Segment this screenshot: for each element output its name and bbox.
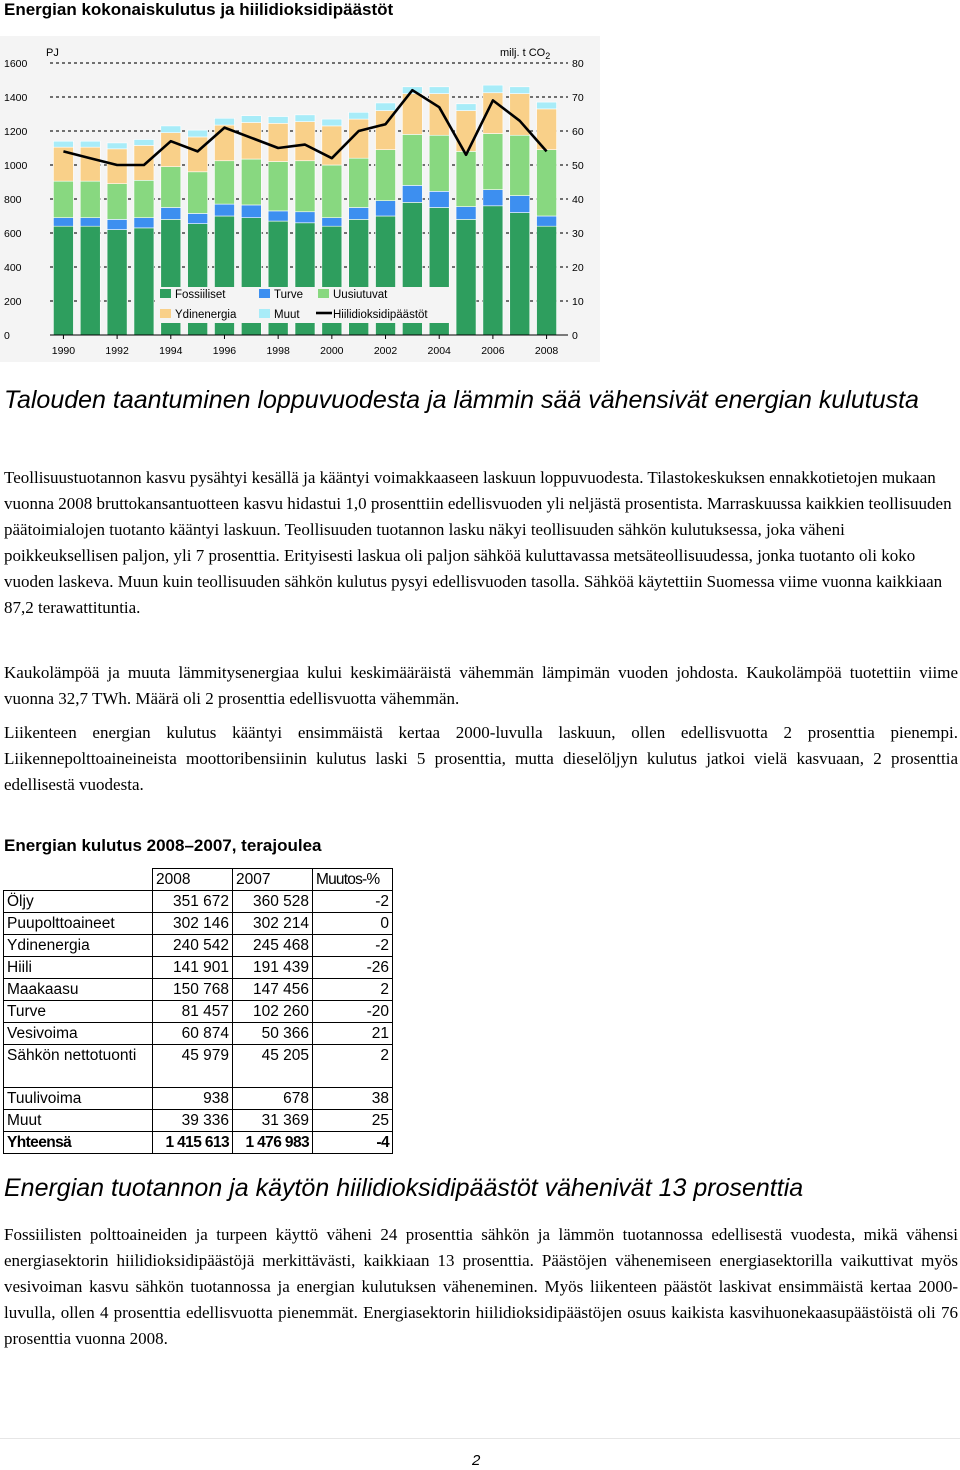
row-label: Sähkön nettotuonti bbox=[4, 1045, 153, 1088]
recession-heading: Talouden taantuminen loppuvuodesta ja lämmin sää vähensivät energian kulutusta bbox=[4, 386, 919, 414]
value-2007: 50 366 bbox=[233, 1023, 313, 1045]
row-label: Maakaasu bbox=[4, 979, 153, 1001]
value-2007: 302 214 bbox=[233, 913, 313, 935]
bar-uusiutuvat bbox=[483, 134, 503, 190]
x-tick-label: 2008 bbox=[534, 345, 559, 357]
bar-uusiutuvat bbox=[456, 151, 476, 206]
table-header-2008: 2008 bbox=[153, 869, 233, 891]
value-2008: 351 672 bbox=[153, 891, 233, 913]
table-row bbox=[4, 1023, 393, 1045]
right-tick-label: 20 bbox=[572, 262, 584, 274]
energy-consumption-chart bbox=[0, 36, 600, 362]
bar-turve bbox=[268, 211, 288, 221]
legend-label: Uusiutuvat bbox=[333, 289, 388, 301]
bar-fossiiliset bbox=[456, 219, 476, 335]
bar-uusiutuvat bbox=[510, 135, 530, 195]
paragraph-industry: Teollisuustuotannon kasvu pysähtyi kesällä ja kääntyi voimakkaaseen laskuun loppuvuodesta. Tilastokeskuksen ennakkotietojen mukaan vuonna 2008 bruttokansantuotteen kasvu hidastui 1,0 prosenttiin edellisvuoden yli neljästä prosentista. Marraskuussa kaikkien teollisuuden päätoimialojen tuotanto kääntyi laskuun. Teollisuuden tuotannon lasku näkyi teollisuuden sähkön kulutuksessa, joka väheni poikkeuksellisen paljon, yli 7 prosenttia. Erityisesti laskua oli paljon sähköä kuluttavassa metsäteollisuudessa, jonka tuotanto oli koko vuoden laskeva. Muun kuin teollisuuden sähkön kulutus pysyi edellisvuoden tasolla. Sähköä käytettiin Suomessa viime vuonna kaikkiaan 87,2 terawattituntia. bbox=[4, 468, 952, 617]
value-2008: 1 415 613 bbox=[153, 1132, 233, 1154]
page-number: 2 bbox=[472, 1452, 481, 1469]
bar-turve bbox=[537, 216, 557, 226]
bar-turve bbox=[241, 205, 261, 218]
bar-muut bbox=[349, 112, 369, 119]
row-label: Puupolttoaineet bbox=[4, 913, 153, 935]
row-label: Öljy bbox=[4, 891, 153, 913]
bar-ydinenergia bbox=[295, 122, 315, 161]
legend-swatch bbox=[160, 309, 171, 318]
bar-uusiutuvat bbox=[188, 172, 208, 214]
legend-label: Hiilidioksidipäästöt bbox=[333, 309, 428, 321]
bar-fossiiliset bbox=[107, 230, 127, 335]
value-2008: 39 336 bbox=[153, 1110, 233, 1132]
bar-muut bbox=[107, 143, 127, 149]
bar-uusiutuvat bbox=[376, 150, 396, 201]
energy-consumption-table bbox=[3, 868, 393, 1154]
right-tick-label: 70 bbox=[572, 92, 584, 104]
bar-fossiiliset bbox=[537, 226, 557, 335]
left-tick-label: 1000 bbox=[4, 160, 28, 172]
legend-swatch bbox=[259, 309, 270, 318]
table-corner bbox=[4, 869, 153, 891]
value-2008: 81 457 bbox=[153, 1001, 233, 1023]
bar-muut bbox=[322, 119, 342, 126]
legend-label: Fossiiliset bbox=[175, 289, 226, 301]
table-header-2007: 2007 bbox=[233, 869, 313, 891]
value-2008: 302 146 bbox=[153, 913, 233, 935]
right-tick-label: 80 bbox=[572, 58, 584, 70]
bar-uusiutuvat bbox=[268, 162, 288, 211]
left-tick-label: 600 bbox=[4, 228, 22, 240]
bar-turve bbox=[295, 212, 315, 223]
value-change: -20 bbox=[313, 1001, 393, 1023]
bar-fossiiliset bbox=[510, 213, 530, 335]
value-2007: 678 bbox=[233, 1088, 313, 1110]
x-tick-label: 1992 bbox=[105, 345, 129, 357]
table-row bbox=[4, 1045, 393, 1088]
bar-turve bbox=[510, 196, 530, 213]
bar-fossiiliset bbox=[80, 226, 100, 335]
bar-ydinenergia bbox=[161, 133, 181, 167]
left-tick-label: 1400 bbox=[4, 92, 28, 104]
value-2007: 102 260 bbox=[233, 1001, 313, 1023]
bar-turve bbox=[161, 208, 181, 220]
bar-muut bbox=[429, 87, 449, 94]
bar-uusiutuvat bbox=[134, 180, 154, 217]
right-tick-label: 0 bbox=[572, 330, 578, 342]
table-row bbox=[4, 979, 393, 1001]
left-tick-label: 1600 bbox=[4, 58, 28, 70]
bar-muut bbox=[456, 104, 476, 111]
x-tick-label: 2000 bbox=[320, 345, 344, 357]
right-tick-label: 10 bbox=[572, 296, 584, 308]
x-tick-label: 1990 bbox=[51, 345, 76, 357]
bar-uusiutuvat bbox=[322, 165, 342, 218]
right-axis-unit: milj. t $CO_2$ bbox=[500, 47, 551, 61]
value-change: 0 bbox=[313, 913, 393, 935]
bar-muut bbox=[188, 130, 208, 137]
left-tick-label: 1200 bbox=[4, 126, 28, 138]
legend-label: Ydinenergia bbox=[175, 309, 237, 321]
bar-turve bbox=[376, 201, 396, 216]
bar-uusiutuvat bbox=[161, 167, 181, 208]
bar-muut bbox=[376, 103, 396, 111]
legend-swatch bbox=[160, 289, 171, 298]
bar-uusiutuvat bbox=[429, 135, 449, 191]
bar-ydinenergia bbox=[80, 147, 100, 181]
x-tick-label: 2006 bbox=[481, 345, 505, 357]
value-2008: 141 901 bbox=[153, 957, 233, 979]
bar-uusiutuvat bbox=[214, 161, 234, 204]
bar-muut bbox=[483, 85, 503, 93]
legend-swatch bbox=[259, 289, 270, 298]
bar-uusiutuvat bbox=[241, 159, 261, 205]
value-2007: 45 205 bbox=[233, 1045, 313, 1088]
bar-uusiutuvat bbox=[402, 134, 422, 185]
right-tick-label: 30 bbox=[572, 228, 584, 240]
bar-turve bbox=[322, 218, 342, 227]
bar-uusiutuvat bbox=[537, 150, 557, 216]
bar-fossiiliset bbox=[134, 228, 154, 335]
bar-turve bbox=[80, 218, 100, 227]
bar-turve bbox=[134, 218, 154, 228]
value-change: 38 bbox=[313, 1088, 393, 1110]
x-tick-label: 2004 bbox=[427, 345, 451, 357]
value-2008: 60 874 bbox=[153, 1023, 233, 1045]
chart-legend bbox=[155, 287, 455, 323]
bar-turve bbox=[53, 218, 73, 227]
bar-muut bbox=[241, 116, 261, 123]
left-tick-label: 0 bbox=[4, 330, 10, 342]
table-row bbox=[4, 1088, 393, 1110]
left-axis-unit: PJ bbox=[46, 47, 59, 59]
row-label: Turve bbox=[4, 1001, 153, 1023]
x-tick-label: 1996 bbox=[212, 345, 237, 357]
value-change: 21 bbox=[313, 1023, 393, 1045]
value-change: 2 bbox=[313, 979, 393, 1001]
value-2007: 191 439 bbox=[233, 957, 313, 979]
bar-uusiutuvat bbox=[80, 181, 100, 218]
table-total-row bbox=[4, 1132, 393, 1154]
paragraph-district-heat: Kaukolämpöä ja muuta lämmitysenergiaa kului keskimääräistä vähemmän lämpimän vuoden johdosta. Kaukolämpöä tuotettiin viime vuonna 32,7 TWh. Määrä oli 2 prosenttia edellisvuotta vähemmän. bbox=[4, 663, 958, 708]
bar-muut bbox=[510, 87, 530, 94]
left-tick-label: 200 bbox=[4, 296, 22, 308]
table-row bbox=[4, 1110, 393, 1132]
bar-turve bbox=[188, 213, 208, 223]
bar-uusiutuvat bbox=[107, 184, 127, 220]
value-change: 25 bbox=[313, 1110, 393, 1132]
bar-ydinenergia bbox=[188, 137, 208, 172]
row-label: Yhteensä bbox=[4, 1132, 153, 1154]
value-change: -2 bbox=[313, 935, 393, 957]
row-label: Vesivoima bbox=[4, 1023, 153, 1045]
bar-muut bbox=[268, 117, 288, 124]
bar-ydinenergia bbox=[429, 94, 449, 136]
bar-uusiutuvat bbox=[53, 181, 73, 218]
left-tick-label: 400 bbox=[4, 262, 22, 274]
legend-label: Turve bbox=[274, 289, 303, 301]
value-2008: 150 768 bbox=[153, 979, 233, 1001]
bar-muut bbox=[134, 140, 154, 146]
bar-uusiutuvat bbox=[295, 161, 315, 212]
chart-title: Energian kokonaiskulutus ja hiilidioksidipäästöt bbox=[4, 0, 394, 19]
value-change: 2 bbox=[313, 1045, 393, 1088]
left-tick-label: 800 bbox=[4, 194, 22, 206]
table-row bbox=[4, 1001, 393, 1023]
row-label: Tuulivoima bbox=[4, 1088, 153, 1110]
x-tick-label: 1998 bbox=[266, 345, 290, 357]
emissions-heading: Energian tuotannon ja käytön hiilidioksidipäästöt vähenivät 13 prosenttia bbox=[4, 1174, 804, 1202]
table-row bbox=[4, 891, 393, 913]
bar-muut bbox=[53, 141, 73, 147]
row-label: Hiili bbox=[4, 957, 153, 979]
bar-ydinenergia bbox=[268, 123, 288, 161]
right-tick-label: 40 bbox=[572, 194, 584, 206]
bar-turve bbox=[456, 207, 476, 220]
value-change: -26 bbox=[313, 957, 393, 979]
bar-muut bbox=[214, 118, 234, 125]
paragraph-transport: Liikenteen energian kulutus kääntyi ensimmäistä kertaa 2000-luvulla laskuun, ollen edellisvuotta 2 prosenttia pienempi. Liikennepolttoaineineista moottoribensiinin kulutus laski 5 prosenttia, mutta dieselöljyn kulutus jatkoi vielä kasvuaan, 2 prosenttia edellisestä vuodesta. bbox=[4, 723, 958, 794]
bar-muut bbox=[537, 102, 557, 109]
x-tick-label: 1994 bbox=[159, 345, 183, 357]
bar-ydinenergia bbox=[456, 111, 476, 152]
footer-divider bbox=[0, 1438, 960, 1439]
bar-fossiiliset bbox=[53, 226, 73, 335]
row-label: Ydinenergia bbox=[4, 935, 153, 957]
value-2008: 938 bbox=[153, 1088, 233, 1110]
value-2007: 31 369 bbox=[233, 1110, 313, 1132]
right-tick-label: 60 bbox=[572, 126, 584, 138]
bar-muut bbox=[80, 141, 100, 147]
x-tick-label: 2002 bbox=[373, 345, 398, 357]
paragraph-emissions: Fossiilisten polttoaineiden ja turpeen käyttö väheni 24 prosenttia sähkön ja lämmön tuotannossa edellisestä vuodesta, mikä vähensi energiasektorin hiilidioksidipäästöjä merkittävästi, kaikkiaan 13 prosenttia. Päästöjen vähenemiseen energiasektorilla vaikuttivat myös vesivoiman kasvu sähkön tuotannossa ja energian kulutuksen väheneminen. Myös liikenteen päästöt laskivat ensimmäistä kertaa 2000-luvulla, ollen 4 prosenttia edellisvuotta pienemmät. Energiasektorin hiilidioksidipäästöjen osuus kaikista kasvihuonekaasupäästöistä oli 76 prosenttia vuonna 2008. bbox=[4, 1225, 958, 1348]
value-2007: 1 476 983 bbox=[233, 1132, 313, 1154]
bar-muut bbox=[295, 115, 315, 122]
value-change: -2 bbox=[313, 891, 393, 913]
legend-label: Muut bbox=[274, 309, 300, 321]
bar-turve bbox=[107, 219, 127, 229]
bar-turve bbox=[483, 190, 503, 206]
bar-ydinenergia bbox=[134, 145, 154, 180]
bar-uusiutuvat bbox=[349, 158, 369, 207]
table-row bbox=[4, 935, 393, 957]
table-row bbox=[4, 913, 393, 935]
right-tick-label: 50 bbox=[572, 160, 584, 172]
table-header-change: Muutos-% bbox=[313, 869, 393, 891]
value-2008: 45 979 bbox=[153, 1045, 233, 1088]
bar-fossiiliset bbox=[483, 206, 503, 335]
bar-turve bbox=[429, 191, 449, 207]
value-2008: 240 542 bbox=[153, 935, 233, 957]
table-header-row bbox=[4, 869, 393, 891]
bar-turve bbox=[214, 204, 234, 216]
value-2007: 245 468 bbox=[233, 935, 313, 957]
value-2007: 360 528 bbox=[233, 891, 313, 913]
row-label: Muut bbox=[4, 1110, 153, 1132]
value-change: -4 bbox=[313, 1132, 393, 1154]
value-2007: 147 456 bbox=[233, 979, 313, 1001]
bar-turve bbox=[402, 185, 422, 202]
bar-muut bbox=[161, 126, 181, 133]
table-row bbox=[4, 957, 393, 979]
table-title: Energian kulutus 2008–2007, terajoulea bbox=[4, 836, 322, 855]
legend-swatch bbox=[318, 289, 329, 298]
bar-turve bbox=[349, 208, 369, 220]
